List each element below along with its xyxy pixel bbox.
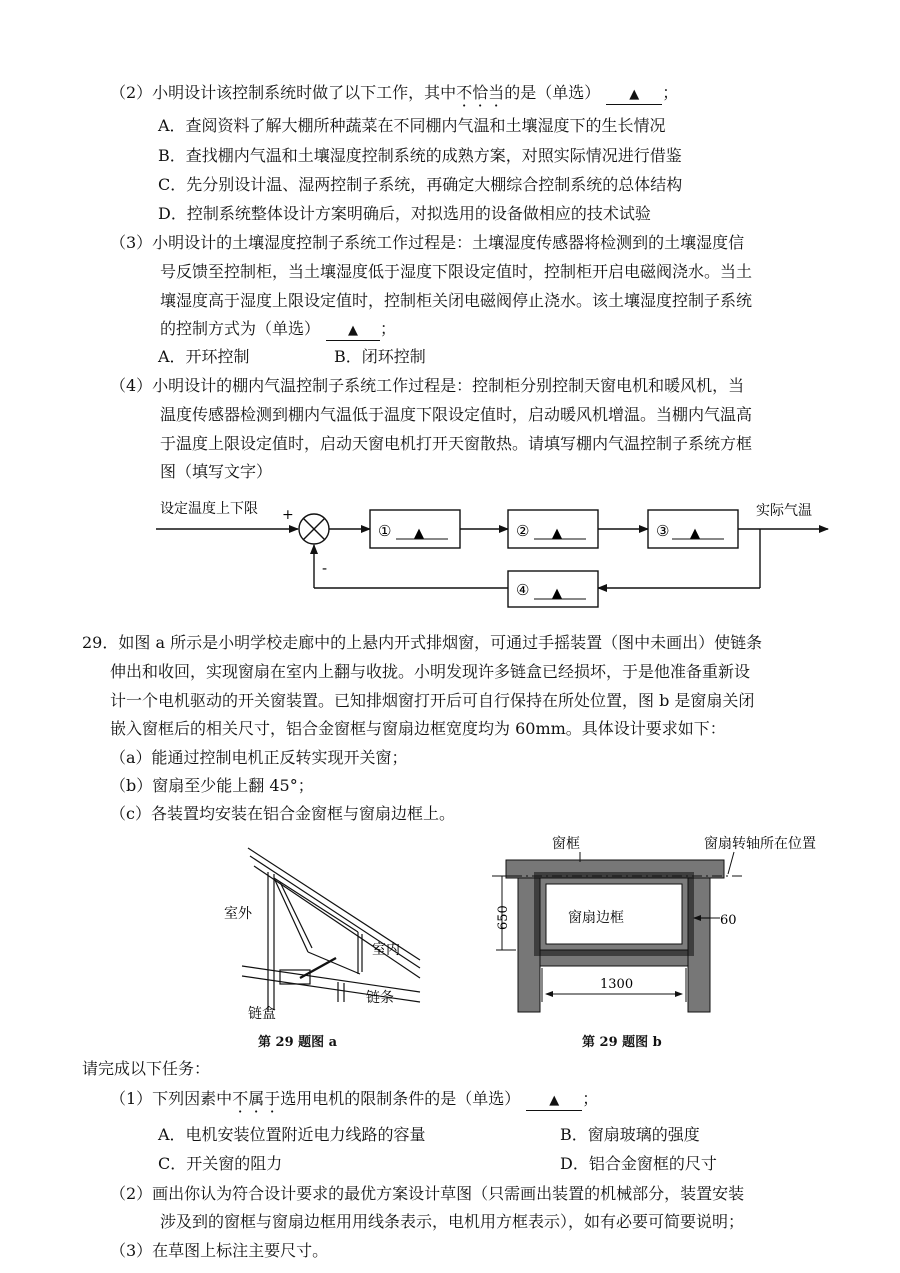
q28-p4-line4: 图（填写文字） bbox=[160, 462, 273, 481]
task2-line1: （2）画出你认为符合设计要求的最优方案设计草图（只需画出装置的机械部分，装置安装 bbox=[110, 1184, 745, 1203]
q28-p3-option-b: B．闭环控制 bbox=[334, 347, 426, 366]
comparator-icon bbox=[299, 514, 329, 544]
label-sash-frame: 窗扇边框 bbox=[568, 910, 624, 926]
svg-text:③: ③ bbox=[656, 522, 670, 540]
q28-p2-option-c: C．先分别设计温、湿两控制子系统，再确定大棚综合控制系统的总体结构 bbox=[158, 175, 683, 194]
task1-option-c: C．开关窗的阻力 bbox=[158, 1154, 283, 1173]
q29-requirement-c: （c）各装置均安装在铝合金窗框与窗扇边框上。 bbox=[110, 804, 455, 823]
emphasis-char: 不 bbox=[232, 1089, 249, 1108]
task3: （3）在草图上标注主要尺寸。 bbox=[110, 1241, 329, 1260]
q28-p3-line4: 的控制方式为（单选） ▲ ； bbox=[160, 318, 396, 341]
label-chain-box: 链盒 bbox=[248, 1006, 276, 1022]
svg-text:①: ① bbox=[378, 522, 392, 540]
svg-text:④: ④ bbox=[516, 581, 530, 599]
q28-p2-option-a: A．查阅资料了解大棚所种蔬菜在不同棚内气温和土壤湿度下的生长情况 bbox=[158, 116, 666, 135]
answer-blank[interactable] bbox=[326, 320, 380, 341]
label-frame: 窗框 bbox=[552, 836, 580, 852]
blank-triangle-icon: ▲ bbox=[629, 87, 640, 102]
label-axis-position: 窗扇转轴所在位置 bbox=[704, 836, 816, 852]
emphasis-char: 不 bbox=[456, 83, 473, 102]
q29-line3: 计一个电机驱动的开关窗装置。已知排烟窗打开后可自行保持在所处位置，图 b 是窗扇关闭 bbox=[110, 691, 755, 710]
q28-p4-line1: （4）小明设计的棚内气温控制子系统工作过程是：控制柜分别控制天窗电机和暖风机，当 bbox=[110, 376, 745, 395]
q29-line1: 29．如图 a 所示是小明学校走廊中的上悬内开式排烟窗，可通过手摇装置（图中未画出）使链条 bbox=[82, 633, 763, 652]
label-chain: 链条 bbox=[366, 990, 394, 1006]
q28-p2-option-b: B．查找棚内气温和土壤湿度控制系统的成熟方案，对照实际情况进行借鉴 bbox=[158, 146, 682, 165]
q29-requirement-a: （a）能通过控制电机正反转实现开关窗； bbox=[110, 748, 408, 767]
block-1[interactable] bbox=[370, 510, 460, 548]
plus-sign: + bbox=[282, 507, 294, 523]
figure-b-caption: 第 29 题图 b bbox=[582, 1035, 662, 1050]
label-inside: 室内 bbox=[372, 942, 400, 958]
emphasis-char: 属 bbox=[248, 1089, 265, 1108]
blank-triangle-icon: ▲ bbox=[552, 526, 562, 541]
blank-triangle-icon: ▲ bbox=[549, 1093, 560, 1108]
blank-triangle-icon: ▲ bbox=[414, 526, 424, 541]
control-block-diagram bbox=[150, 495, 850, 620]
blank-triangle-icon: ▲ bbox=[552, 586, 562, 601]
figure-a-caption: 第 29 题图 a bbox=[258, 1035, 338, 1050]
dimension-1300: 1300 bbox=[600, 977, 634, 992]
blank-triangle-icon: ▲ bbox=[348, 323, 359, 338]
q28-p3-line1: （3）小明设计的土壤湿度控制子系统工作过程是：土壤湿度传感器将检测到的土壤湿度信 bbox=[110, 233, 745, 252]
q29-line4: 嵌入窗框后的相关尺寸，铝合金窗框与窗扇边框宽度均为 60mm。具体设计要求如下： bbox=[110, 719, 726, 738]
figure-a-window bbox=[220, 842, 430, 1022]
q28-p3-line3: 壤湿度高于湿度上限设定值时，控制柜关闭电磁阀停止浇水。该土壤湿度控制子系统 bbox=[160, 291, 753, 310]
q28-p4-line3: 于温度上限设定值时，启动天窗电机打开天窗散热。请填写棚内气温控制子系统方框 bbox=[160, 434, 753, 453]
task1-option-a: A．电机安装位置附近电力线路的容量 bbox=[158, 1125, 426, 1144]
figure-b-frame bbox=[488, 832, 848, 1032]
block-2[interactable] bbox=[508, 510, 598, 548]
task2-line2: 涉及到的窗框与窗扇边框用用线条表示，电机用方框表示），如有必要可简要说明； bbox=[160, 1212, 745, 1231]
tasks-heading: 请完成以下任务： bbox=[82, 1059, 211, 1078]
dimension-650: 650 bbox=[496, 905, 511, 930]
emphasis-char: 当 bbox=[488, 83, 505, 102]
q28-p2-option-d: D．控制系统整体设计方案明确后，对拟选用的设备做相应的技术试验 bbox=[158, 204, 651, 223]
blank-triangle-icon: ▲ bbox=[690, 526, 700, 541]
block-4[interactable] bbox=[508, 571, 598, 607]
task1-option-b: B．窗扇玻璃的强度 bbox=[560, 1125, 700, 1144]
answer-blank[interactable] bbox=[526, 1090, 582, 1111]
output-label: 实际气温 bbox=[756, 503, 812, 519]
q28-p3-option-a: A．开环控制 bbox=[158, 347, 250, 366]
task1-option-d: D．铝合金窗框的尺寸 bbox=[560, 1154, 717, 1173]
dimension-60: 60 bbox=[720, 913, 737, 928]
label-outside: 室外 bbox=[224, 906, 252, 922]
emphasis-char: 于 bbox=[264, 1089, 281, 1108]
svg-text:②: ② bbox=[516, 522, 530, 540]
block-3[interactable] bbox=[648, 510, 738, 548]
q29-line2: 伸出和收回，实现窗扇在室内上翻与收拢。小明发现许多链盒已经损坏，于是他准备重新设 bbox=[110, 662, 751, 681]
answer-blank[interactable] bbox=[606, 84, 662, 105]
q29-requirement-b: （b）窗扇至少能上翻 45°； bbox=[110, 776, 314, 795]
task1-stem: （1）下列因素中不属于选用电机的限制条件的是（单选） ▲ ； bbox=[110, 1088, 598, 1111]
input-label: 设定温度上下限 bbox=[160, 501, 258, 517]
q28-p2-stem: （2）小明设计该控制系统时做了以下工作，其中不恰当的是（单选） ▲ ； bbox=[110, 82, 678, 105]
q28-p3-line2: 号反馈至控制柜，当土壤湿度低于湿度下限设定值时，控制柜开启电磁阀浇水。当土 bbox=[160, 262, 753, 281]
emphasis-char: 恰 bbox=[472, 83, 489, 102]
q28-p4-line2: 温度传感器检测到棚内气温低于温度下限设定值时，启动暖风机增温。当棚内气温高 bbox=[160, 405, 753, 424]
minus-sign: - bbox=[322, 559, 328, 577]
